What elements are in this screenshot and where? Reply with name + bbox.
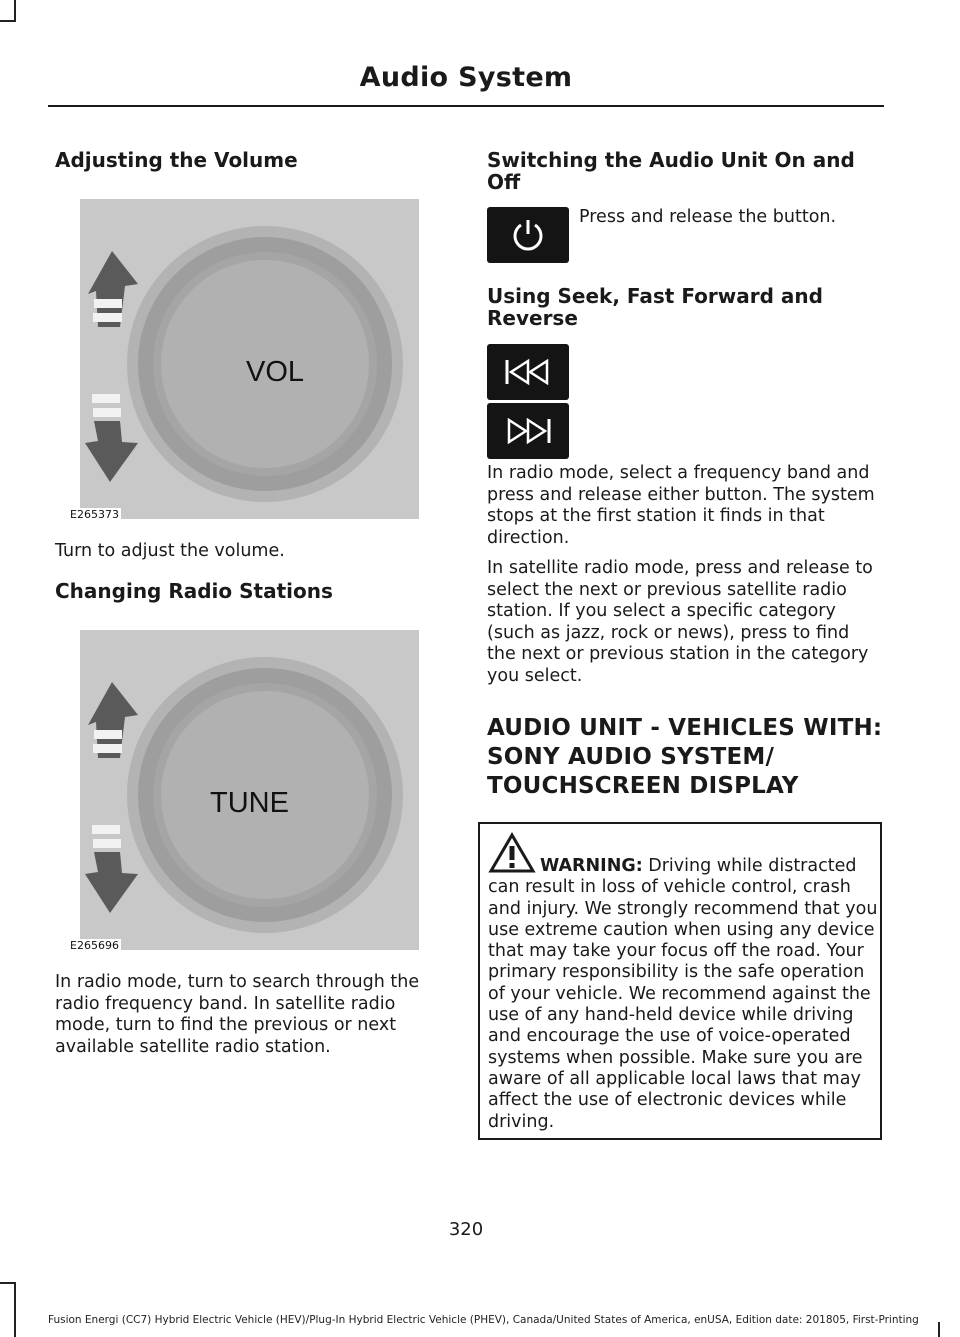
warning-label: WARNING: — [540, 856, 643, 876]
tune-knob-illustration — [80, 630, 419, 950]
volume-knob-illustration — [80, 199, 419, 519]
section-heading-line-2: SONY AUDIO SYSTEM/ — [487, 744, 775, 770]
volume-knob-figure — [70, 199, 419, 521]
crop-mark-bottom-right-v — [938, 1322, 940, 1337]
tune-knob-figure — [70, 630, 419, 952]
power-button-icon — [487, 207, 569, 263]
power-text: Press and release the button. — [579, 207, 837, 227]
seek-back-button-icon — [487, 344, 569, 400]
seek-forward-icon — [503, 416, 553, 446]
volume-heading: Adjusting the Volume — [55, 148, 298, 172]
footer-text: Fusion Energi (CC7) Hybrid Electric Vehicle (HEV)/Plug-In Hybrid Electric Vehicle (PHEV), Canada/United States of America, enUSA, Edition date: 201805, First-Printing — [48, 1314, 919, 1326]
warning-body: Driving while distracted can result in loss of vehicle control, crash and injury. We strongly recommend that you use extreme caution when using any device that may take your focus off the road. Your primary responsibility is the safe operation of your vehicle. We recommend against the use of any hand-held device while driving and encourage the use of voice-operated systems when possible. Make sure you are aware of all applicable local laws that may affect the use of electronic devices while driving. — [488, 856, 878, 1132]
arrow-up-icon — [88, 251, 138, 327]
arrow-down-icon — [85, 825, 138, 913]
volume-text: Turn to adjust the volume. — [55, 541, 285, 561]
crop-mark-bottom-left-v — [14, 1282, 16, 1337]
radio-heading: Changing Radio Stations — [55, 579, 333, 603]
seek-text-1: In radio mode, select a frequency band and press and release either button. The system stops at the first station it finds in that direction. — [487, 463, 875, 548]
section-heading-line-1: AUDIO UNIT - VEHICLES WITH: — [487, 715, 883, 741]
seek-back-icon — [503, 357, 553, 387]
warning-box — [478, 822, 882, 1140]
arrow-down-icon — [85, 394, 138, 482]
crop-mark-top-left-v — [14, 0, 16, 22]
power-icon — [510, 217, 546, 253]
tune-knob-label: TUNE — [210, 787, 289, 819]
figure-code: E265373 — [70, 508, 119, 521]
page-title: Audio System — [359, 62, 573, 93]
power-heading: Switching the Audio Unit On and Off — [487, 148, 855, 194]
seek-forward-button-icon — [487, 403, 569, 459]
section-heading-line-3: TOUCHSCREEN DISPLAY — [487, 773, 799, 799]
arrow-up-icon — [88, 682, 138, 758]
title-divider — [48, 105, 884, 107]
volume-knob-label: VOL — [246, 356, 305, 388]
warning-text — [488, 856, 880, 1133]
seek-heading: Using Seek, Fast Forward and Reverse — [487, 284, 823, 330]
seek-text-2: In satellite radio mode, press and release to select the next or previous satellite radio station. If you select a specific category (such as jazz, rock or news), press to find the next or previous station in the category you select. — [487, 558, 873, 686]
tune-text: In radio mode, turn to search through the radio frequency band. In satellite radio mode, turn to find the previous or next available satellite radio station. — [55, 972, 420, 1057]
page-number: 320 — [448, 1219, 484, 1240]
figure-code: E265696 — [70, 939, 119, 952]
crop-mark-bottom-left-h — [0, 1282, 16, 1284]
crop-mark-top-left-h — [0, 20, 16, 22]
